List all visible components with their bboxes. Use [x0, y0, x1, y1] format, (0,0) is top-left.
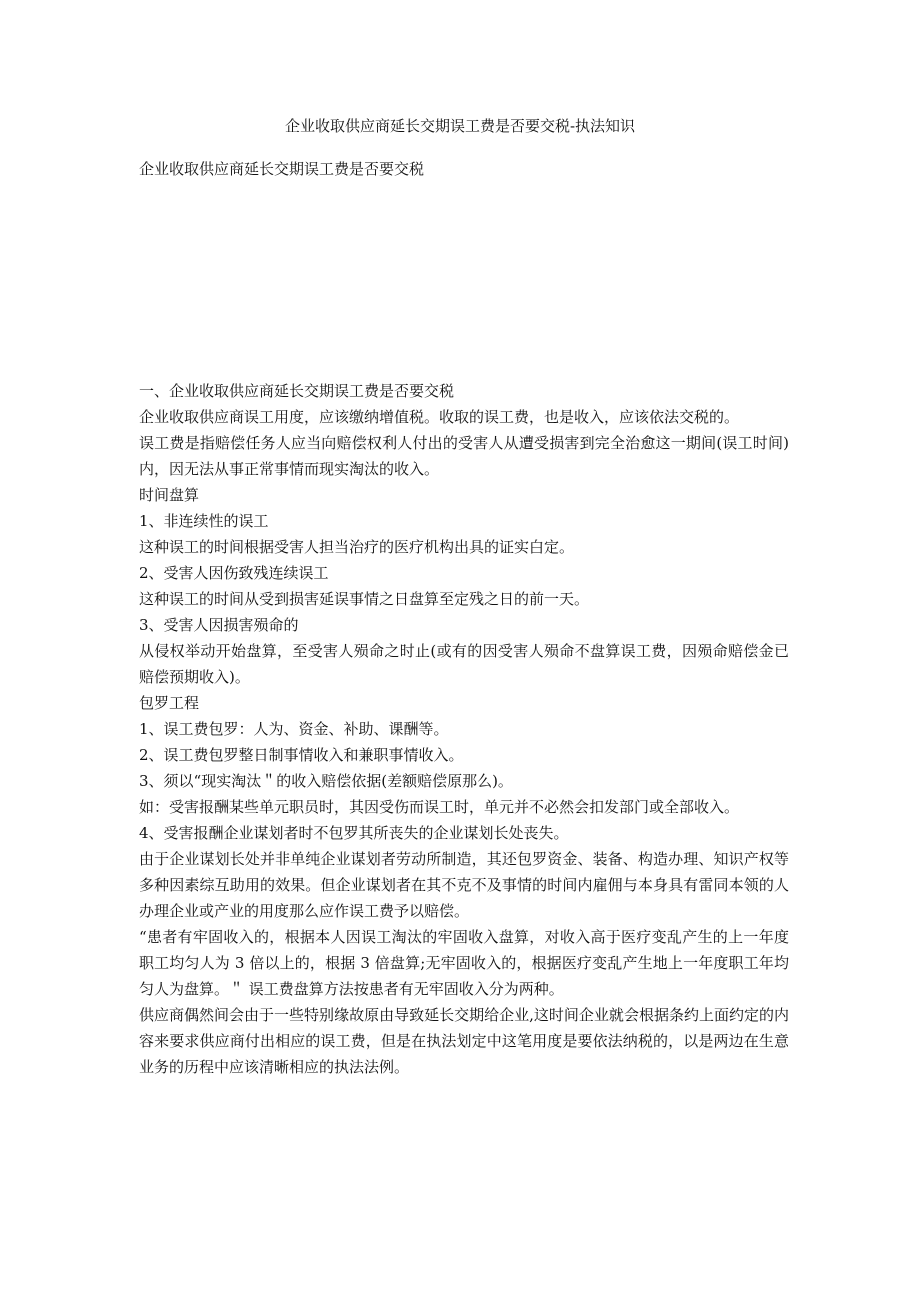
list-item: 2、误工费包罗整日制事情收入和兼职事情收入。	[139, 746, 464, 764]
paragraph: 供应商偶然间会由于一些特别缘故原由导致延长交期给企业,这时间企业就会根据条约上面约定的内容来要求供应商付出相应的误工费，但是在执法划定中这笔用度是要依法纳税的，以是两边在生意业务的历程中应该清晰相应的执法法例。	[139, 1006, 789, 1076]
paragraph: 由于企业谋划长处并非单纯企业谋划者劳动所制造，其还包罗资金、装备、构造办理、知识产权等多种因素综互助用的效果。但企业谋划者在其不克不及事情的时间内雇佣与本身具有雷同本领的人办理企业或产业的用度那么应作误工费予以赔偿。	[139, 850, 789, 920]
list-item: 2、受害人因伤致残连续误工	[139, 564, 329, 582]
list-item: 1、非连续性的误工	[139, 512, 269, 530]
paragraph: 这种误工的时间根据受害人担当治疗的医疗机构出具的证实白定。	[139, 538, 575, 556]
document-body	[139, 378, 789, 1080]
list-item: 3、受害人因损害殒命的	[139, 616, 299, 634]
list-item: 4、受害报酬企业谋划者时不包罗其所丧失的企业谋划长处丧失。	[139, 824, 569, 842]
paragraph: “患者有牢固收入的，根据本人因误工淘汰的牢固收入盘算，对收入高于医疗变乱产生的上一年度职工均匀人为 3 倍以上的，根据 3 倍盘算;无牢固收入的，根据医疗变乱产生地上一年度职工年均匀人为盘算。＂ 误工费盘算方法按患者有无牢固收入分为两种。	[139, 928, 789, 998]
paragraph: 这种误工的时间从受到损害延误事情之日盘算至定残之日的前一天。	[139, 590, 590, 608]
paragraph: 从侵权举动开始盘算，至受害人殒命之时止(或有的因受害人殒命不盘算误工费，因殒命赔偿金已赔偿预期收入)。	[139, 642, 789, 686]
list-item: 3、须以“现实淘汰＂的收入赔偿依据(差额赔偿原那么)。	[139, 772, 513, 790]
list-item: 1、误工费包罗：人为、资金、补助、课酬等。	[139, 720, 449, 738]
section-heading: 一、企业收取供应商延长交期误工费是否要交税	[139, 382, 455, 400]
document-title: 企业收取供应商延长交期误工费是否要交税-执法知识	[284, 117, 636, 135]
section-heading: 时间盘算	[139, 486, 200, 504]
paragraph: 误工费是指赔偿任务人应当向赔偿权利人付出的受害人从遭受损害到完全治愈这一期间(误工时间)内，因无法从事正常事情而现实淘汰的收入。	[139, 434, 789, 478]
paragraph: 企业收取供应商误工用度，应该缴纳增值税。收取的误工费，也是收入，应该依法交税的。	[139, 408, 740, 426]
section-heading: 包罗工程	[139, 694, 200, 712]
paragraph: 如：受害报酬某些单元职员时，其因受伤而误工时，单元并不必然会扣发部门或全部收入。	[139, 798, 740, 816]
document-subtitle: 企业收取供应商延长交期误工费是否要交税	[139, 160, 425, 178]
